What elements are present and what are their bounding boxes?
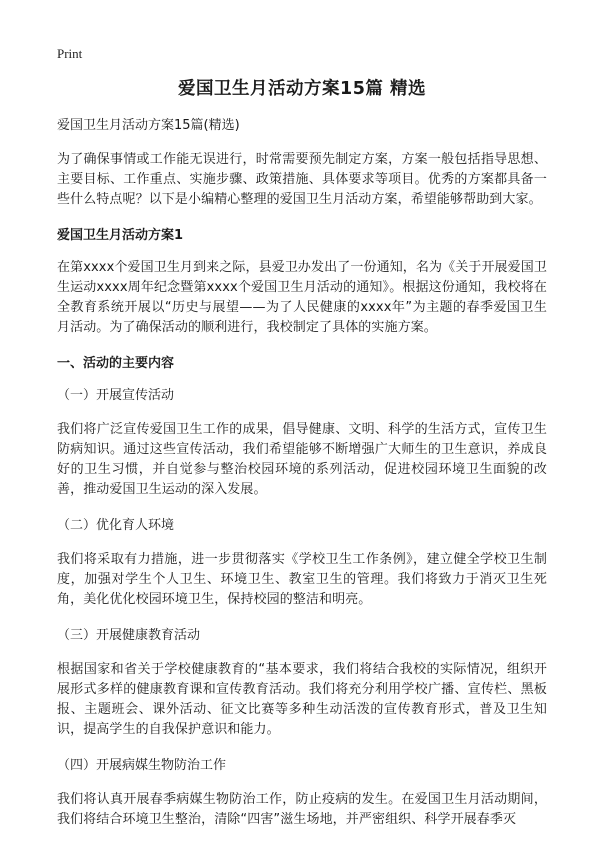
item-paragraph: 我们将采取有力措施，进一步贯彻落实《学校卫生工作条例》，建立健全学校卫生制度，加强对学生个人卫生、环境卫生、教室卫生的管理。我们将致力于消灭卫生死角，美化优化校园环境卫生，保持校园的整洁和明亮。 — [57, 552, 547, 607]
section-intro-paragraph: 在第xxxx个爱国卫生月到来之际，县爱卫办发出了一份通知，名为《关于开展爱国卫生运动xxxx周年纪念暨第xxxx个爱国卫生月活动的通知》。根据这份通知，我校将在全教育系统开展以“历史与展望——为了人民健康的xxxx年”为主题的春季爱国卫生月活动。为了确保活动的顺利进行，我校制定了具体的实施方案。 — [57, 260, 547, 335]
item-heading: （一）开展宣传活动 — [57, 388, 175, 403]
item-paragraph: 我们将认真开展春季病媒生物防治工作，防止疫病的发生。在爱国卫生月活动期间，我们将结合环境卫生整治，清除“四害”滋生场地，并严密组织、科学开展春季灭 — [57, 792, 547, 827]
intro-paragraph: 为了确保事情或工作能无误进行，时常需要预先制定方案，方案一般包括指导思想、主要目标、工作重点、实施步骤、政策措施、具体要求等项目。优秀的方案都具备一些什么特点呢？以下是小编精心整理的爱国卫生月活动方案，希望能够帮助到大家。 — [57, 152, 547, 207]
part-heading: 一、活动的主要内容 — [57, 356, 175, 371]
item-paragraph: 我们将广泛宣传爱国卫生工作的成果，倡导健康、文明、科学的生活方式，宣传卫生防病知识。通过这些宣传活动，我们希望能够不断增强广大师生的卫生意识，养成良好的卫生习惯，并自觉参与整治校园环境的系列活动，促进校园环境卫生面貌的改善，推动爱国卫生运动的深入发展。 — [57, 422, 547, 497]
document-page — [57, 76, 547, 846]
print-link[interactable]: Print — [57, 46, 83, 61]
item-paragraph: 根据国家和省关于学校健康教育的“基本要求，我们将结合我校的实际情况，组织开展形式多样的健康教育课和宣传教育活动。我们将充分利用学校广播、宣传栏、黑板报、主题班会、课外活动、征文比赛等多种生动活泼的宣传教育形式，普及卫生知识，提高学生的自我保护意识和能力。 — [57, 662, 547, 737]
item-heading: （二）优化育人环境 — [57, 518, 175, 533]
item-heading: （三）开展健康教育活动 — [57, 628, 201, 643]
section-title: 爱国卫生月活动方案1 — [57, 228, 184, 243]
document-subtitle: 爱国卫生月活动方案15篇(精选) — [57, 118, 240, 133]
document-title: 爱国卫生月活动方案15篇 精选 — [178, 79, 426, 99]
item-heading: （四）开展病媒生物防治工作 — [57, 758, 227, 773]
